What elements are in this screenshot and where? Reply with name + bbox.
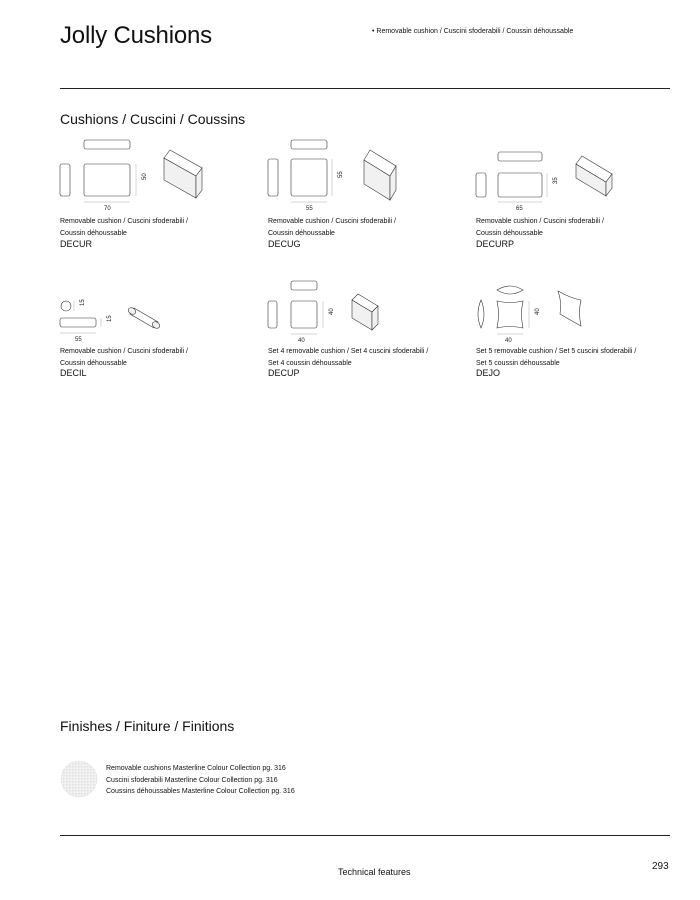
finish-line-it: Cuscini sfoderabili Masterline Colour Collection pg. 316 (106, 776, 278, 784)
removable-note: • Removable cushion / Cuscini sfoderabili / Coussin déhoussable (372, 28, 574, 35)
page-number: 293 (652, 861, 669, 872)
dejo-iso-view (558, 291, 581, 326)
finish-line-fr: Coussins déhoussables Masterline Colour Collection pg. 316 (106, 788, 295, 796)
decug-iso-view (364, 150, 396, 200)
decil-width-label: 55 (75, 337, 82, 343)
product-card-decur (60, 138, 260, 258)
fabric-swatch (60, 760, 98, 798)
decil-drawing (60, 296, 260, 346)
decug-drawing (268, 138, 468, 218)
decug-height-label: 55 (338, 171, 344, 178)
header-divider (60, 88, 670, 89)
decil-iso-view (127, 306, 161, 329)
decup-desc-line1: Set 4 removable cushion / Set 4 cuscini sfoderabili / (268, 348, 429, 355)
dejo-width-label: 40 (505, 338, 512, 344)
dejo-desc-line2: Set 5 coussin déhoussable (476, 359, 560, 367)
decur-desc-line1: Removable cushion / Cuscini sfoderabili / (60, 218, 189, 225)
decur-desc-line2: Coussin déhoussable (60, 229, 127, 237)
decug-desc-line1: Removable cushion / Cuscini sfoderabili / (268, 218, 397, 225)
product-card-decug (268, 138, 468, 258)
decup-height-label: 40 (329, 308, 335, 315)
decil-desc-line2: Coussin déhoussable (60, 359, 127, 367)
decug-code: DECUG (268, 239, 301, 249)
decurp-drawing (476, 138, 676, 218)
decurp-iso-view (576, 156, 612, 196)
decup-iso-view (352, 294, 378, 330)
dejo-desc-line1: Set 5 removable cushion / Set 5 cuscini sfoderabili / (476, 348, 637, 355)
footer-divider (60, 835, 670, 836)
finishes-text (106, 763, 295, 798)
decug-width-label: 55 (306, 206, 313, 212)
decurp-desc-line2: Coussin déhoussable (476, 229, 543, 237)
cushions-section-title: Cushions / Cuscini / Coussins (60, 111, 246, 127)
product-card-decurp (476, 138, 676, 258)
finish-line-en: Removable cushions Masterline Colour Collection pg. 316 (106, 765, 286, 772)
decur-code: DECUR (60, 239, 93, 249)
decur-drawing (60, 138, 260, 218)
decil-code: DECIL (60, 368, 87, 378)
decil-desc-line1: Removable cushion / Cuscini sfoderabili / (60, 348, 189, 355)
decur-width-label: 70 (104, 206, 111, 212)
footer-section-label: Technical features (338, 867, 411, 877)
decup-code: DECUP (268, 368, 300, 378)
decur-iso-view (164, 150, 202, 198)
dejo-drawing (476, 280, 676, 346)
decurp-desc-line1: Removable cushion / Cuscini sfoderabili / (476, 218, 605, 225)
decur-height-label: 50 (142, 173, 148, 180)
finishes-section-title: Finishes / Finiture / Finitions (60, 718, 235, 734)
product-card-dejo (476, 280, 676, 400)
decil-diameter-label: 15 (80, 299, 86, 306)
decurp-code: DECURP (476, 239, 515, 249)
dejo-code: DEJO (476, 368, 501, 378)
page-title: Jolly Cushions (60, 22, 212, 49)
decup-drawing (268, 280, 468, 346)
decug-desc-line2: Coussin déhoussable (268, 229, 335, 237)
decurp-height-label: 35 (553, 177, 559, 184)
product-card-decup (268, 280, 468, 400)
product-card-decil (60, 296, 260, 416)
decurp-width-label: 65 (516, 206, 523, 212)
decup-desc-line2: Set 4 coussin déhoussable (268, 359, 352, 367)
dejo-height-label: 40 (535, 308, 541, 315)
decil-height-label: 15 (107, 315, 113, 322)
decup-width-label: 40 (298, 338, 305, 344)
